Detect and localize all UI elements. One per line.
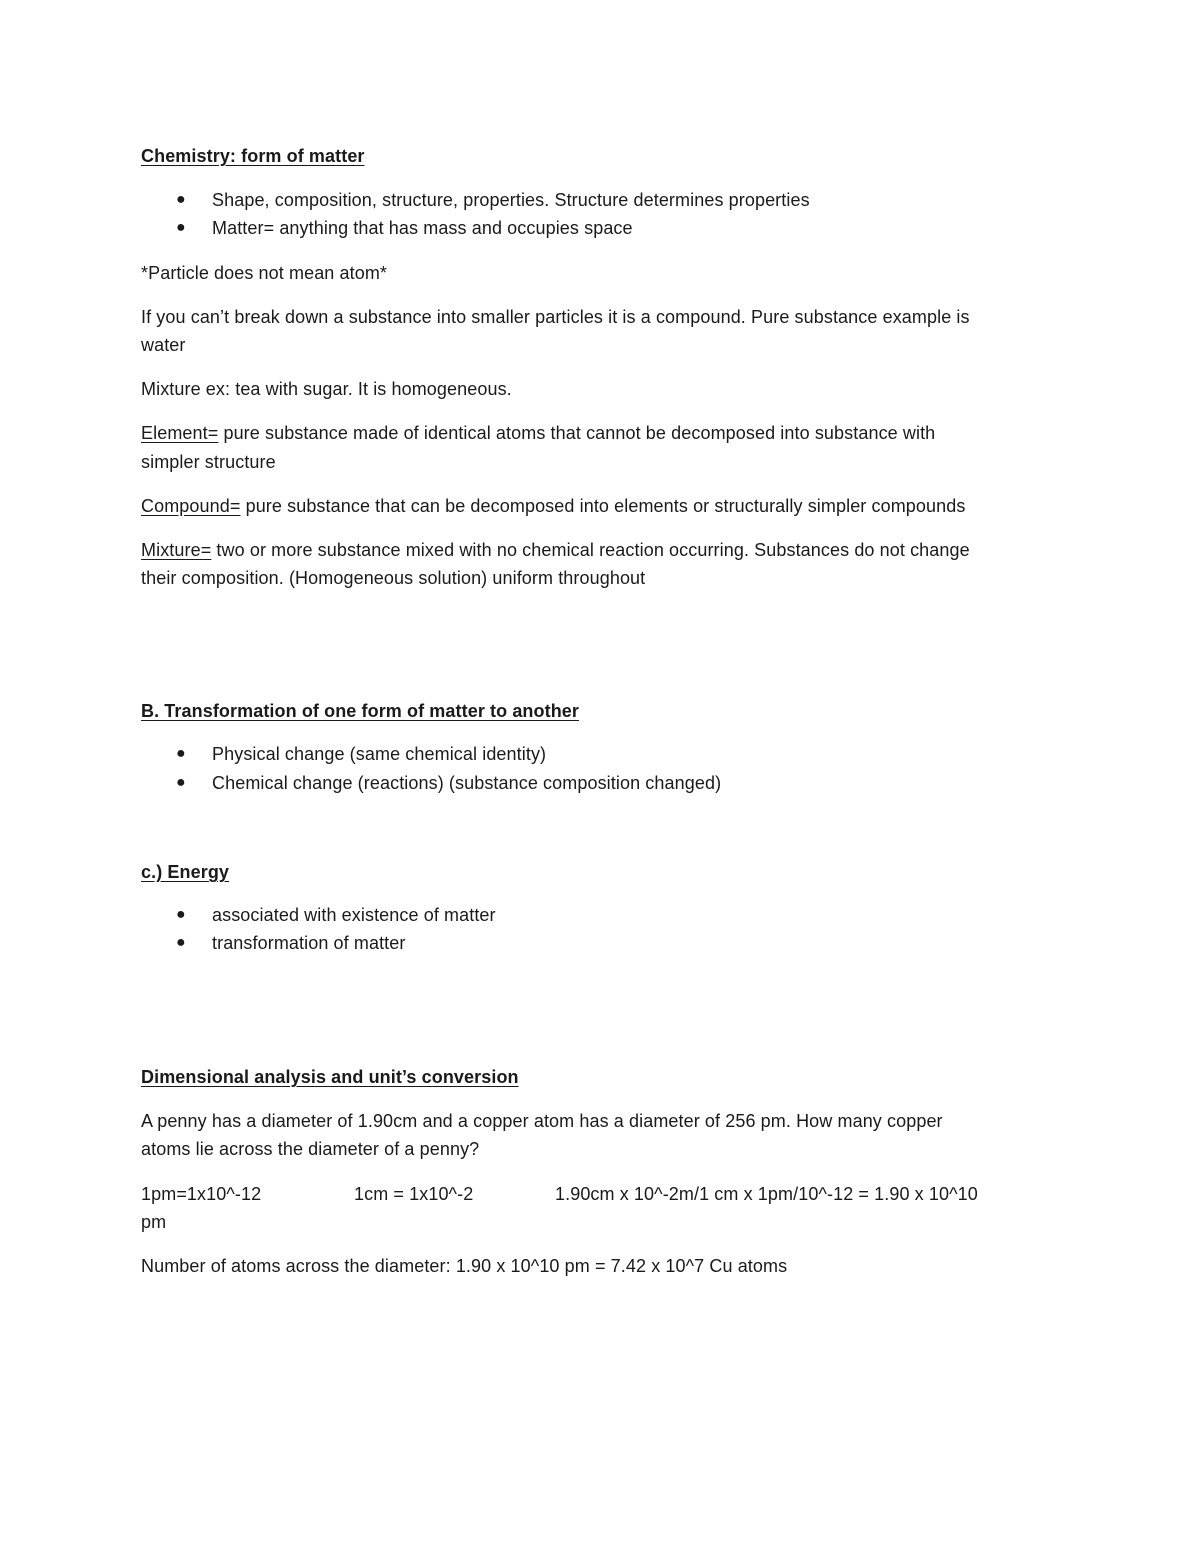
paragraph-line: their composition. (Homogeneous solution) uniform throughout bbox=[141, 568, 646, 588]
term-element: Element= bbox=[141, 423, 219, 443]
bullet-icon: ● bbox=[176, 219, 186, 236]
conversion-2: 1cm = 1x10^-2 bbox=[354, 1184, 474, 1204]
definition-text: pure substance made of identical atoms that cannot be decomposed into substance with bbox=[218, 423, 936, 443]
paragraph-line: If you can’t break down a substance into smaller particles it is a compound. Pure substance example is bbox=[141, 307, 970, 327]
definition-compound bbox=[141, 492, 965, 520]
definition-text: two or more substance mixed with no chemical reaction occurring. Substances do not change bbox=[211, 540, 970, 560]
bullet-icon: ● bbox=[176, 906, 186, 923]
section-heading-chemistry: Chemistry: form of matter bbox=[141, 146, 365, 166]
note-text: *Particle does not mean atom* bbox=[141, 263, 388, 283]
paragraph-line: water bbox=[141, 335, 186, 355]
definition-mixture bbox=[141, 536, 970, 564]
list-item: Physical change (same chemical identity) bbox=[212, 744, 547, 764]
term-mixture: Mixture= bbox=[141, 540, 212, 560]
list-item: transformation of matter bbox=[212, 933, 406, 953]
paragraph-line: A penny has a diameter of 1.90cm and a copper atom has a diameter of 256 pm. How many copper bbox=[141, 1111, 943, 1131]
definition-element bbox=[141, 419, 935, 447]
conversion-3: 1.90cm x 10^-2m/1 cm x 1pm/10^-12 = 1.90 x 10^10 bbox=[555, 1184, 978, 1204]
paragraph-line: atoms lie across the diameter of a penny? bbox=[141, 1139, 480, 1159]
paragraph-line: Mixture ex: tea with sugar. It is homogeneous. bbox=[141, 379, 512, 399]
section-heading-dimensional: Dimensional analysis and unit’s conversion bbox=[141, 1067, 519, 1087]
bullet-icon: ● bbox=[176, 191, 186, 208]
list-item: Shape, composition, structure, properties. Structure determines properties bbox=[212, 190, 810, 210]
bullet-icon: ● bbox=[176, 934, 186, 951]
definition-text: pure substance that can be decomposed into elements or structurally simpler compounds bbox=[240, 496, 966, 516]
section-heading-energy: c.) Energy bbox=[141, 862, 230, 882]
term-compound: Compound= bbox=[141, 496, 241, 516]
list-item: Chemical change (reactions) (substance composition changed) bbox=[212, 773, 722, 793]
answer-text: Number of atoms across the diameter: 1.90 x 10^10 pm = 7.42 x 10^7 Cu atoms bbox=[141, 1256, 788, 1276]
list-item: Matter= anything that has mass and occupies space bbox=[212, 218, 633, 238]
list-item: associated with existence of matter bbox=[212, 905, 496, 925]
section-heading-transformation: B. Transformation of one form of matter to another bbox=[141, 701, 580, 721]
conversion-continuation: pm bbox=[141, 1212, 167, 1232]
conversion-1: 1pm=1x10^-12 bbox=[141, 1184, 262, 1204]
paragraph-line: simpler structure bbox=[141, 452, 276, 472]
bullet-icon: ● bbox=[176, 774, 186, 791]
bullet-icon: ● bbox=[176, 745, 186, 762]
